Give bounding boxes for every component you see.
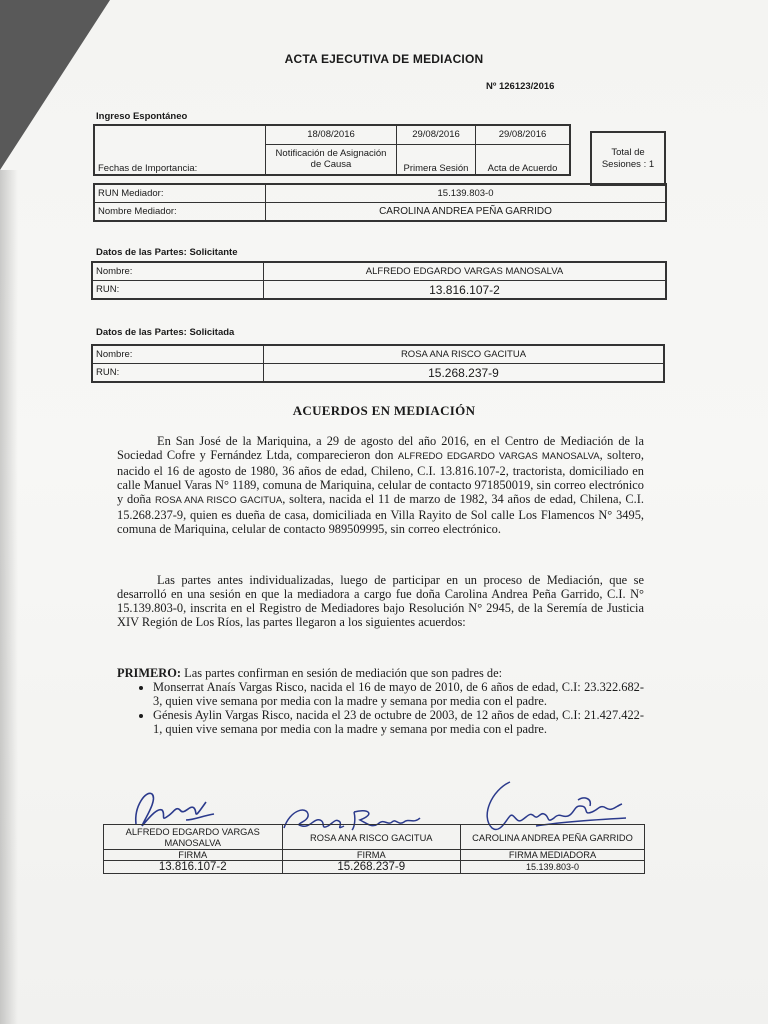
p1-part-a: En San José de la Mariquina, a 29 de agosto del año 2016, en el Centro de Mediación de la Sociedad Cofre y Fernández Ltda, comparecieron don [117,434,644,462]
signer-role-1: FIRMA [104,850,283,861]
label-notificacion: Notificación de Asignación de Causa [266,144,397,175]
solicitante-section: Datos de las Partes: Solicitante [96,247,238,258]
solicitante-run-label: RUN: [92,281,264,300]
total-sesiones-box [590,131,666,186]
ingreso-label: Ingreso Espontáneo [96,111,188,122]
date-acta-acuerdo: 29/08/2016 [476,125,571,144]
solicitada-section: Datos de las Partes: Solicitada [96,327,235,338]
solicitante-nombre-label: Nombre: [92,262,264,281]
list-item: • Génesis Aylin Vargas Risco, nacida el 23 de octubre de 2003, de 12 años de edad, C.I: 21.427.422-1, quien vive semana por media con la madre y semana por media con el padre. [153,708,644,736]
list-item: • Monserrat Anaís Vargas Risco, nacida el 16 de mayo de 2010, de 6 años de edad, C.I: 23.322.682-3, quien vive semana por media con la madre y semana por media con el padre. [153,680,644,708]
primero-line [117,666,644,680]
solicitante-table [91,261,667,300]
nombre-mediador: CAROLINA ANDREA PEÑA GARRIDO [266,203,667,222]
signature-table [103,824,645,874]
acuerdos-heading: ACUERDOS EN MEDIACIÓN [292,403,476,418]
date-notificacion: 18/08/2016 [266,125,397,144]
label-acta-acuerdo: Acta de Acuerdo [476,144,571,175]
p1-name-solicitante: ALFREDO EDGARDO VARGAS MANOSALVA [397,451,600,462]
paragraph-comparecencia [117,434,644,536]
importance-table [93,124,571,176]
signer-name-2: ROSA ANA RISCO GACITUA [282,825,461,850]
primero-block [117,666,644,736]
primero-label: PRIMERO: [117,666,182,680]
run-mediador: 15.139.803-0 [266,184,667,203]
total-sesiones: Total de Sesiones : 1 [601,146,655,170]
mediador-table [93,183,667,222]
nombre-mediador-label: Nombre Mediador: [94,203,266,222]
fechas-label: Fechas de Importancia: [94,125,266,175]
scan-edge-shadow [0,170,18,1024]
signer-run-3: 15.139.803-0 [461,861,645,874]
signer-run-2: 15.268.237-9 [282,861,461,874]
solicitada-nombre-label: Nombre: [92,345,264,364]
p1-part-b: , soltero, nacido el 16 de agosto de 1980, 36 años de edad, Chileno, C.I. 13.816.107-2, tractorista, domiciliado en calle Manuel Varas N° 1189, comuna de Mariquina, celular de contacto 971850019, sin correo electrónico y doña [117,448,644,506]
solicitada-table [91,344,665,383]
p1-part-c: , soltera, nacida el 11 de marzo de 1982, 34 años de edad, Chilena, C.I. 15.268.237-9, quien es dueña de casa, domiciliada en Villa Rayito de Sol calle Los Flamencos N° 3495, comuna de Mariquina, celular de contacto 989509995, sin correo electrónico. [117,492,644,536]
signer-run-1: 13.816.107-2 [104,861,283,874]
paragraph-proceso: Las partes antes individualizadas, luego de participar en un proceso de Mediación, que se desarrolló en una sesión en que la mediadora a cargo fue doña Carolina Andrea Peña Garrido, C.I. N° 15.139.803-0, inscrita en el Registro de Mediadores bajo Resolución N° 2945, de la Seremía de Justicia XIV Región de Los Ríos, las partes llegaron a los siguientes acuerdos: [117,573,644,629]
date-primera-sesion: 29/08/2016 [397,125,476,144]
signer-name-3: CAROLINA ANDREA PEÑA GARRIDO [461,825,645,850]
children-list [117,680,644,736]
document-number: Nº 126123/2016 [486,81,555,92]
primero-text: Las partes confirman en sesión de mediación que son padres de: [184,666,503,680]
document-title: ACTA EJECUTIVA DE MEDIACION [284,52,484,66]
signer-name-1: ALFREDO EDGARDO VARGAS MANOSALVA [104,825,283,850]
solicitante-nombre: ALFREDO EDGARDO VARGAS MANOSALVA [264,262,667,281]
label-primera-sesion: Primera Sesión [397,144,476,175]
signer-role-2: FIRMA [282,850,461,861]
signer-role-3: FIRMA MEDIADORA [461,850,645,861]
run-mediador-label: RUN Mediador: [94,184,266,203]
p1-name-solicitada: ROSA ANA RISCO GACITUA [154,495,283,506]
solicitante-run: 13.816.107-2 [264,281,667,300]
solicitada-nombre: ROSA ANA RISCO GACITUA [264,345,665,364]
solicitada-run: 15.268.237-9 [264,364,665,383]
solicitada-run-label: RUN: [92,364,264,383]
